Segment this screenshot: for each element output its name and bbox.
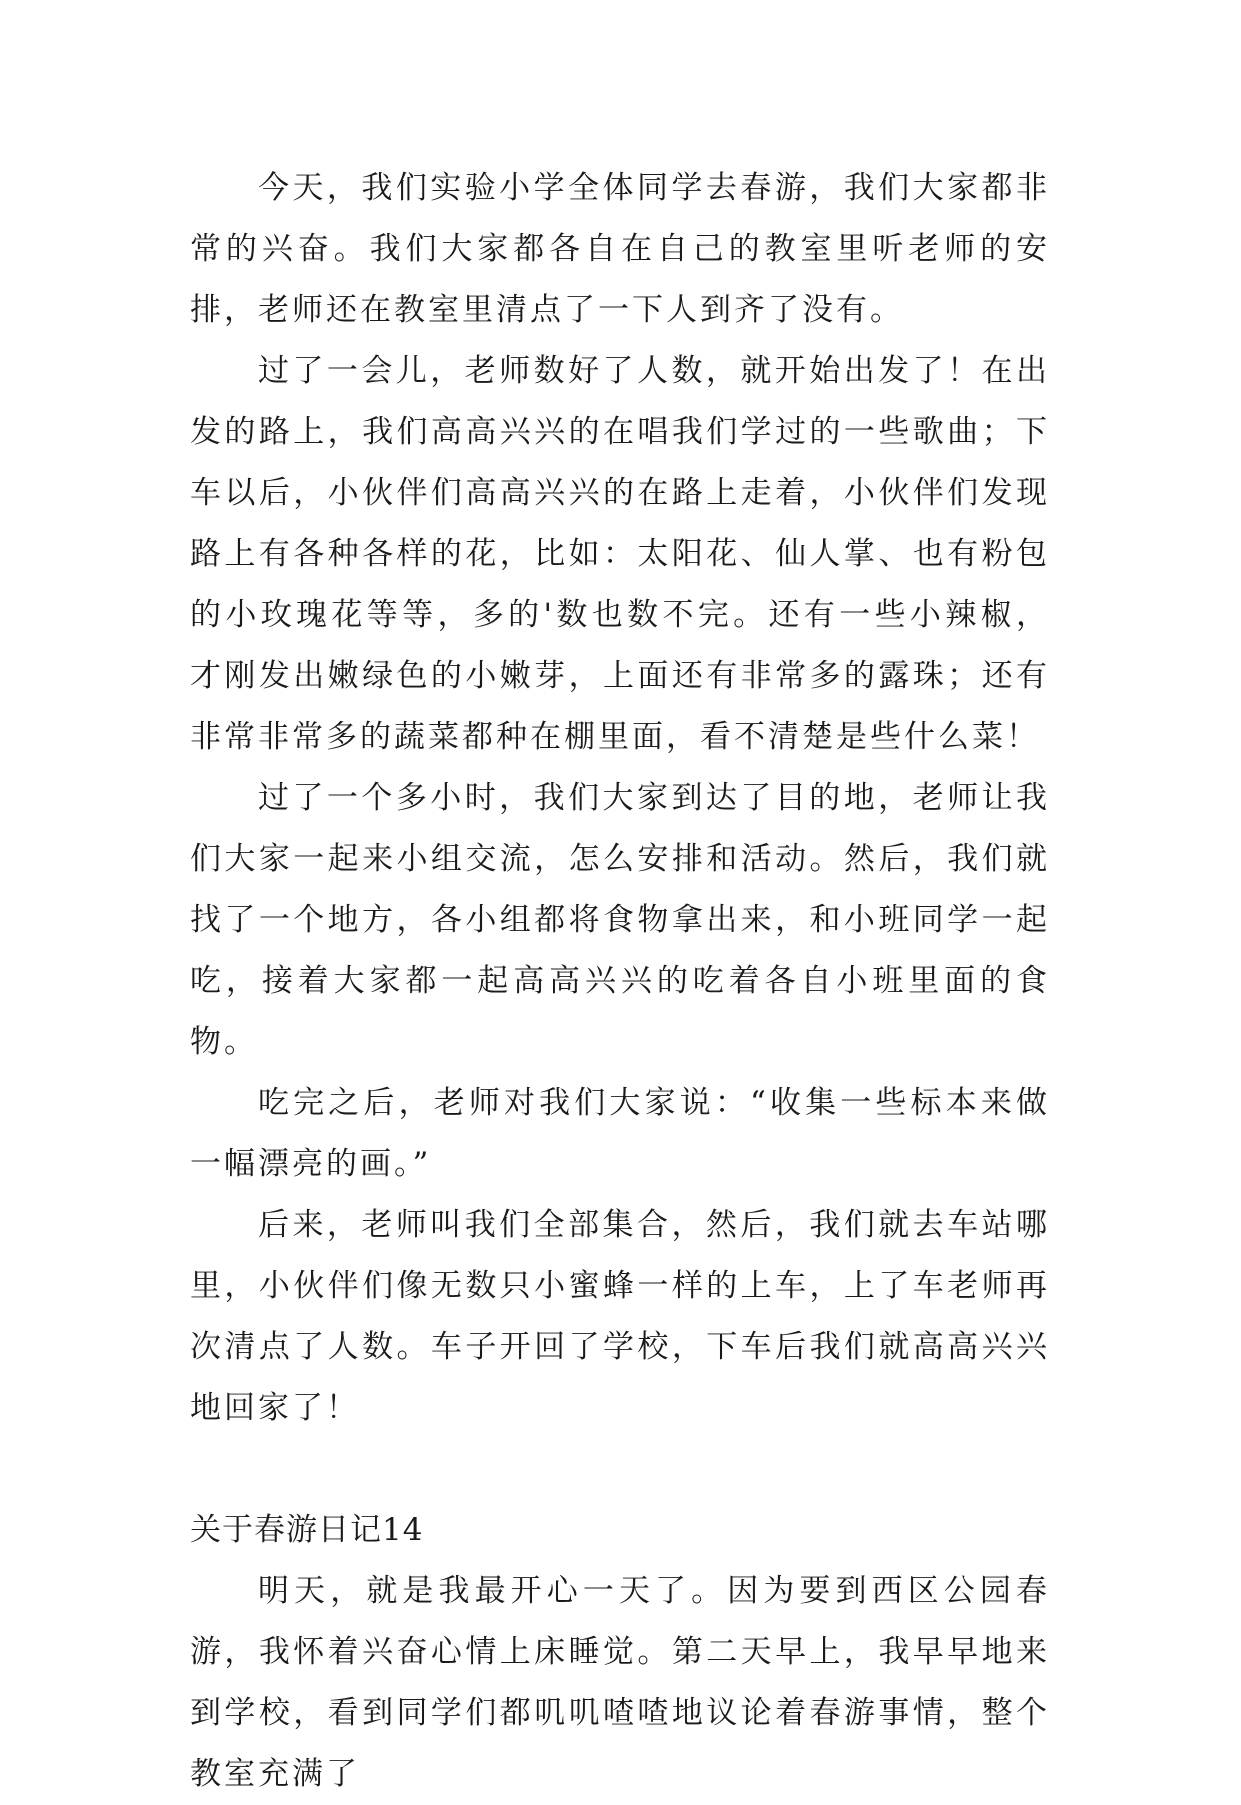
paragraph-1: 今天，我们实验小学全体同学去春游，我们大家都非常的兴奋。我们大家都各自在自己的教室里听老师的安排，老师还在教室里清点了一下人到齐了没有。 <box>190 170 1050 328</box>
document-body <box>190 158 1050 1805</box>
paragraph-5: 后来，老师叫我们全部集合，然后，我们就去车站哪里，小伙伴们像无数只小蜜蜂一样的上车，上了车老师再次清点了人数。车子开回了学校，下车后我们就高高兴兴地回家了！ <box>190 1207 1050 1426</box>
paragraph-3: 过了一个多小时，我们大家到达了目的地，老师让我们大家一起来小组交流，怎么安排和活动。然后，我们就找了一个地方，各小组都将食物拿出来，和小班同学一起吃，接着大家都一起高高兴兴的吃着各自小班里面的食物。 <box>190 780 1050 1060</box>
paragraph-4: 吃完之后，老师对我们大家说：“收集一些标本来做一幅漂亮的画。” <box>190 1085 1050 1182</box>
section-paragraph-1: 明天，就是我最开心一天了。因为要到西区公园春游，我怀着兴奋心情上床睡觉。第二天早上，我早早地来到学校，看到同学们都叽叽喳喳地议论着春游事情，整个教室充满了 <box>190 1573 1050 1792</box>
section-title: 关于春游日记14 <box>190 1512 424 1548</box>
paragraph-2: 过了一会儿，老师数好了人数，就开始出发了！在出发的路上，我们高高兴兴的在唱我们学过的一些歌曲；下车以后，小伙伴们高高兴兴的在路上走着，小伙伴们发现路上有各种各样的花，比如：太阳花、仙人掌、也有粉包的小玫瑰花等等，多的'数也数不完。还有一些小辣椒，才刚发出嫩绿色的小嫩芽，上面还有非常多的露珠；还有非常非常多的蔬菜都种在棚里面，看不清楚是些什么菜！ <box>190 353 1050 755</box>
